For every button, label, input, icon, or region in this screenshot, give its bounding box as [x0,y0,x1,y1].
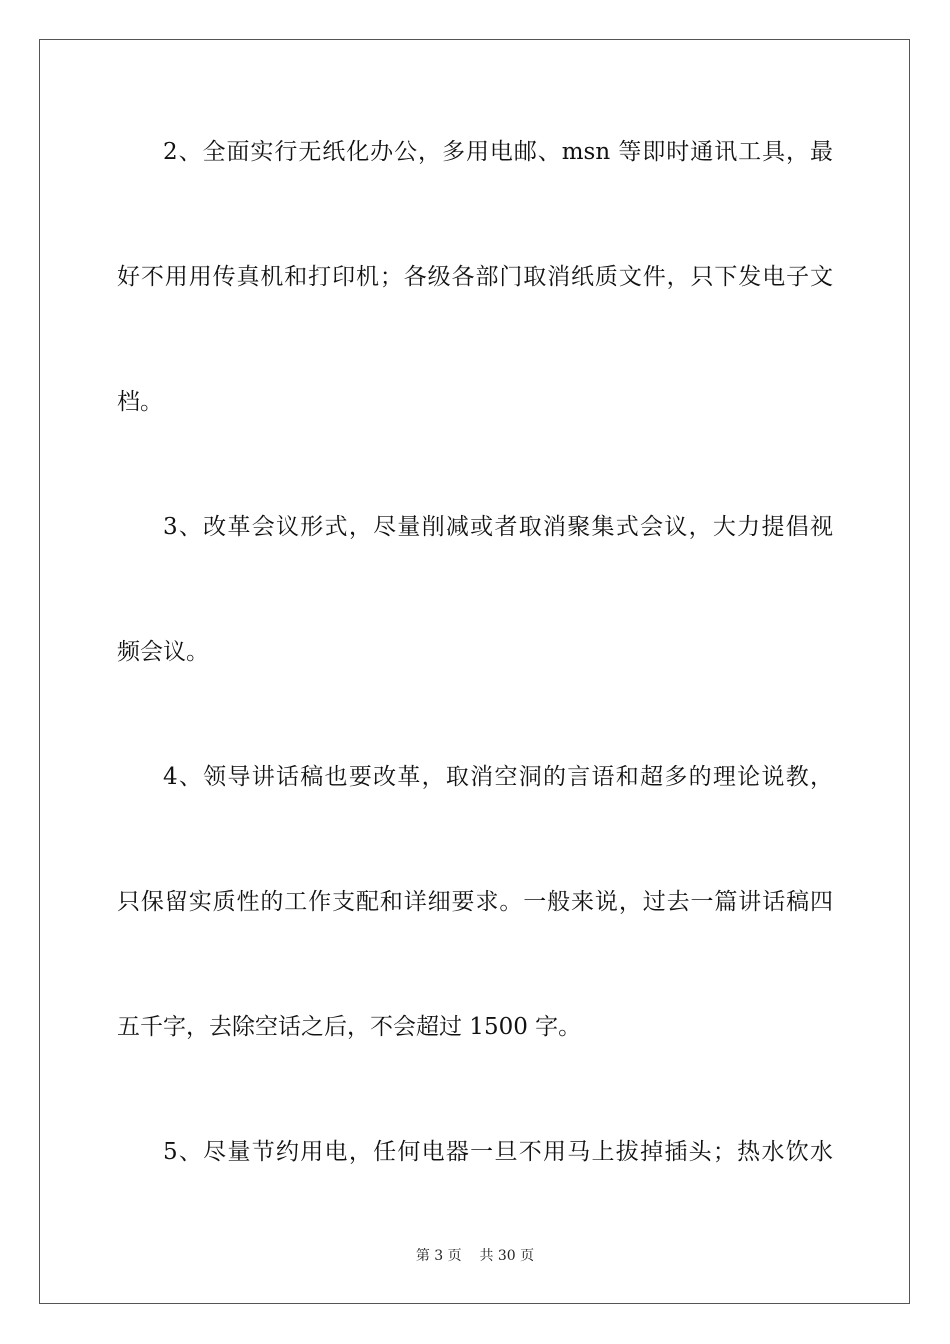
paragraph-5-line-1: 5、尽量节约用电，任何电器一旦不用马上拔掉插头；热水饮水 [163,1139,833,1165]
page-number: 第 3 页 [415,1248,462,1264]
paragraph-2-line-1: 2、全面实行无纸化办公，多用电邮、msn 等即时通讯工具，最 [163,139,833,165]
paragraph-4-line-3: 五千字，去除空话之后，不会超过 1500 字。 [117,1014,582,1040]
total-pages: 共 30 页 [479,1248,535,1264]
paragraph-2-line-2: 好不用用传真机和打印机；各级各部门取消纸质文件，只下发电子文 [117,264,833,290]
page-border [39,39,910,1304]
paragraph-3-line-1: 3、改革会议形式，尽量削减或者取消聚集式会议，大力提倡视 [163,514,833,540]
paragraph-3-line-2: 频会议。 [117,639,209,665]
paragraph-4-line-1: 4、领导讲话稿也要改革，取消空洞的言语和超多的理论说教， [163,764,833,790]
page-footer [0,1246,950,1266]
paragraph-2-line-3: 档。 [117,389,163,415]
paragraph-4-line-2: 只保留实质性的工作支配和详细要求。一般来说，过去一篇讲话稿四 [117,889,833,915]
